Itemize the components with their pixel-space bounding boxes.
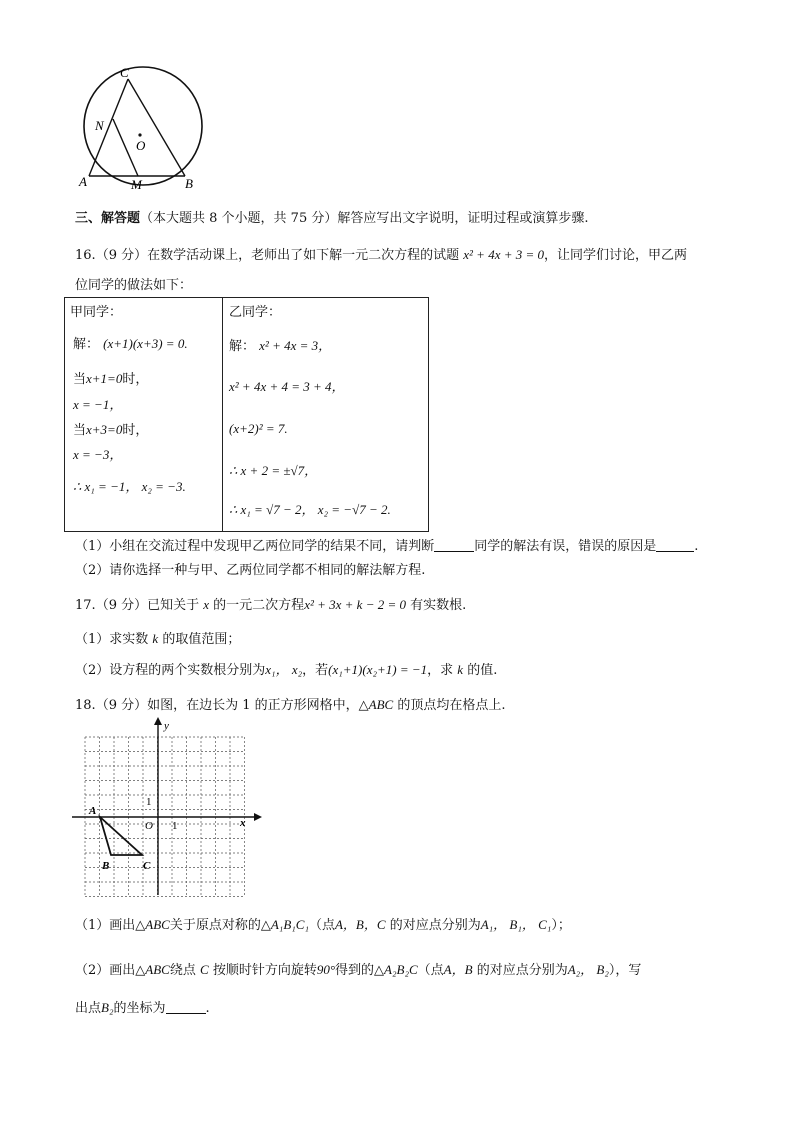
q17-sub2-k: k xyxy=(457,662,464,677)
label-b: B xyxy=(185,176,193,191)
q17-sub2 xyxy=(75,661,497,680)
solution-table-divider xyxy=(222,297,223,532)
yi-line4: ∴ x + 2 = ±√7， xyxy=(229,463,318,478)
section-heading xyxy=(75,210,589,228)
y-axis-arrow xyxy=(154,717,162,725)
label-m: M xyxy=(131,177,142,192)
q18-sub3-point: B₂ xyxy=(101,1000,114,1015)
q18-sub2-text-b: 绕点 xyxy=(169,963,196,978)
q18-sub2-text-d: 按顺时针方向旋转 xyxy=(212,963,317,978)
q18-number: 18. xyxy=(75,698,96,713)
label-o: O xyxy=(136,138,146,153)
q18-sub3-text-d: . xyxy=(205,1001,210,1016)
jia-l1-math: (x+1)(x+3) = 0. xyxy=(103,336,188,351)
q17-sub2-text-b: ，若 xyxy=(302,663,329,678)
circle-figure xyxy=(76,62,206,192)
q17-sub1-text-b: 的取值范围； xyxy=(162,632,241,647)
yi-line2: x² + 4x + 4 = 3 + 4， xyxy=(229,379,345,394)
yi-title: 乙同学： xyxy=(229,305,282,320)
q17-var-x: x xyxy=(203,597,210,612)
chord-cb xyxy=(128,79,185,176)
section-note: （本大题共 8 个小题，共 75 分）解答应写出文字说明，证明过程或演算步骤. xyxy=(140,211,589,226)
q18-points: （9 分） xyxy=(95,698,148,713)
q16-points: （9 分） xyxy=(95,248,148,263)
q18-sub1-tri2: △A₁B₁C₁ xyxy=(260,917,309,932)
center-dot xyxy=(138,133,141,136)
x-label: x xyxy=(240,817,246,829)
q17-sub2-text-c: ，求 xyxy=(427,663,454,678)
q18-triangle: △ABC xyxy=(358,697,394,712)
x-axis-arrow xyxy=(254,813,262,821)
jia-title: 甲同学： xyxy=(70,305,123,320)
q16-sub1-blank2[interactable] xyxy=(656,538,694,552)
q18-sub1-images: A₁， B₁， C₁ xyxy=(480,917,552,932)
section-title: 三、解答题 xyxy=(75,211,141,226)
jia-line3: x = −1， xyxy=(73,397,123,412)
q18-sub1-tri: △ABC xyxy=(135,917,170,932)
q17-text-c: 有实数根. xyxy=(410,598,467,613)
q16-sub1-text-a: （1）小组在交流过程中发现甲乙两位同学的结果不同，请判断 xyxy=(75,539,435,554)
q18-sub2-angle: 90° xyxy=(316,962,336,977)
q18-line1 xyxy=(75,696,505,715)
jia-line5: x = −3， xyxy=(73,447,123,462)
q17-points: （9 分） xyxy=(95,598,148,613)
label-a: A xyxy=(79,174,87,189)
yi-line3: (x+2)² = 7. xyxy=(229,421,288,436)
q17-sub2-text-a: （2）设方程的两个实数根分别为 xyxy=(75,663,266,678)
q17-equation: x² + 3x + k − 2 = 0 xyxy=(304,597,406,612)
q18-sub2-tri: △ABC xyxy=(135,962,170,977)
yi-l1-prefix: 解： xyxy=(229,339,256,354)
q18-sub1-text-a: （1）画出 xyxy=(75,918,136,933)
q17-sub1-k: k xyxy=(152,631,159,646)
q16-text-b: ，让同学们讨论，甲乙两 xyxy=(544,248,688,263)
q18-sub2-text-a: （2）画出 xyxy=(75,963,136,978)
q17-text-a: 已知关于 xyxy=(147,598,200,613)
label-n: N xyxy=(95,118,104,133)
q18-sub2-point-c: C xyxy=(200,962,209,977)
q17-line1 xyxy=(75,596,466,615)
q16-sub1-text-b: 同学的解法有误，错误的原因是 xyxy=(474,539,657,554)
q18-sub2-text-f: （点 xyxy=(417,963,444,978)
q16-sub1-blank1[interactable] xyxy=(434,538,474,552)
jia-line6: ∴ x₁ = −1， x₂ = −3. xyxy=(73,479,186,494)
jia-l2-prefix: 当 xyxy=(73,372,87,387)
origin-label: O xyxy=(145,820,153,832)
y-label: y xyxy=(164,720,169,732)
q16-number: 16. xyxy=(75,248,96,263)
point-c-label: C xyxy=(143,860,151,872)
q18-sub2-text-h: 的对应点分别为 xyxy=(476,963,568,978)
q16-sub2: （2）请你选择一种与甲、乙两位同学都不相同的解法解方程. xyxy=(75,563,426,578)
yi-line1 xyxy=(229,337,331,356)
q16-equation: x² + 4x + 3 = 0 xyxy=(463,247,545,262)
q17-number: 17. xyxy=(75,598,96,613)
q17-sub2-roots: x₁， x₂ xyxy=(265,662,303,677)
q18-sub3-text-a: 出点 xyxy=(75,1001,102,1016)
q17-sub1-text-a: （1）求实数 xyxy=(75,632,149,647)
q18-sub1-text-g: ）； xyxy=(551,918,571,933)
jia-l2-math: x+1=0 xyxy=(86,371,123,386)
q16-line2: 位同学的做法如下： xyxy=(75,278,193,293)
q17-sub2-eq: (x₁+1)(x₂+1) = −1 xyxy=(328,662,428,677)
one-x-label: 1 xyxy=(172,820,178,832)
q18-sub2-images: A₂， B₂ xyxy=(567,962,609,977)
triangle-abc xyxy=(100,817,142,855)
jia-line2 xyxy=(73,370,148,389)
yi-l1-math: x² + 4x = 3， xyxy=(259,338,332,353)
point-b-label: B xyxy=(102,860,110,872)
q18-sub1-text-c: （点 xyxy=(308,918,335,933)
q18-sub1-text-b: 关于原点对称的 xyxy=(169,918,261,933)
q18-sub2-text-e: 得到的 xyxy=(335,963,375,978)
q18-text-a: 如图，在边长为 1 的正方形网格中， xyxy=(147,698,359,713)
q18-sub1 xyxy=(75,916,571,935)
q16-line1 xyxy=(75,246,687,265)
yi-line5: ∴ x₁ = √7 − 2， x₂ = −√7 − 2. xyxy=(229,502,391,517)
q18-sub2 xyxy=(75,961,641,980)
one-y-label: 1 xyxy=(146,796,152,808)
label-c: C xyxy=(120,65,129,80)
q18-sub3-blank[interactable] xyxy=(166,1000,206,1014)
q18-sub3 xyxy=(75,999,210,1018)
q18-sub3-text-c: 的坐标为 xyxy=(113,1001,166,1016)
segment-nm xyxy=(113,119,138,176)
jia-l1-prefix: 解： xyxy=(73,337,100,352)
jia-l4-math: x+3=0 xyxy=(86,422,123,437)
q18-text-b: 的顶点均在格点上. xyxy=(397,698,506,713)
coordinate-grid xyxy=(72,717,262,897)
jia-l4-suffix: 时， xyxy=(122,423,149,438)
jia-line1 xyxy=(73,335,188,354)
q18-sub2-tri2: △A₂B₂C xyxy=(374,962,418,977)
q16-text-a: 在数学活动课上，老师出了如下解一元二次方程的试题 xyxy=(147,248,460,263)
q17-text-b: 的一元二次方程 xyxy=(213,598,305,613)
jia-l2-suffix: 时， xyxy=(122,372,149,387)
q18-sub1-text-e: 的对应点分别为 xyxy=(389,918,481,933)
q17-sub1 xyxy=(75,630,240,649)
q18-sub1-points: A，B，C xyxy=(334,917,386,932)
jia-l4-prefix: 当 xyxy=(73,423,87,438)
point-a-label: A xyxy=(89,805,97,817)
q18-sub2-points: A，B xyxy=(443,962,473,977)
jia-line4 xyxy=(73,421,148,440)
q16-sub1 xyxy=(75,538,698,556)
solution-table xyxy=(64,297,429,532)
q17-sub2-text-d: 的值. xyxy=(467,663,498,678)
q18-sub2-text-j: ），写 xyxy=(608,963,642,978)
q16-sub1-text-c: . xyxy=(694,539,699,554)
